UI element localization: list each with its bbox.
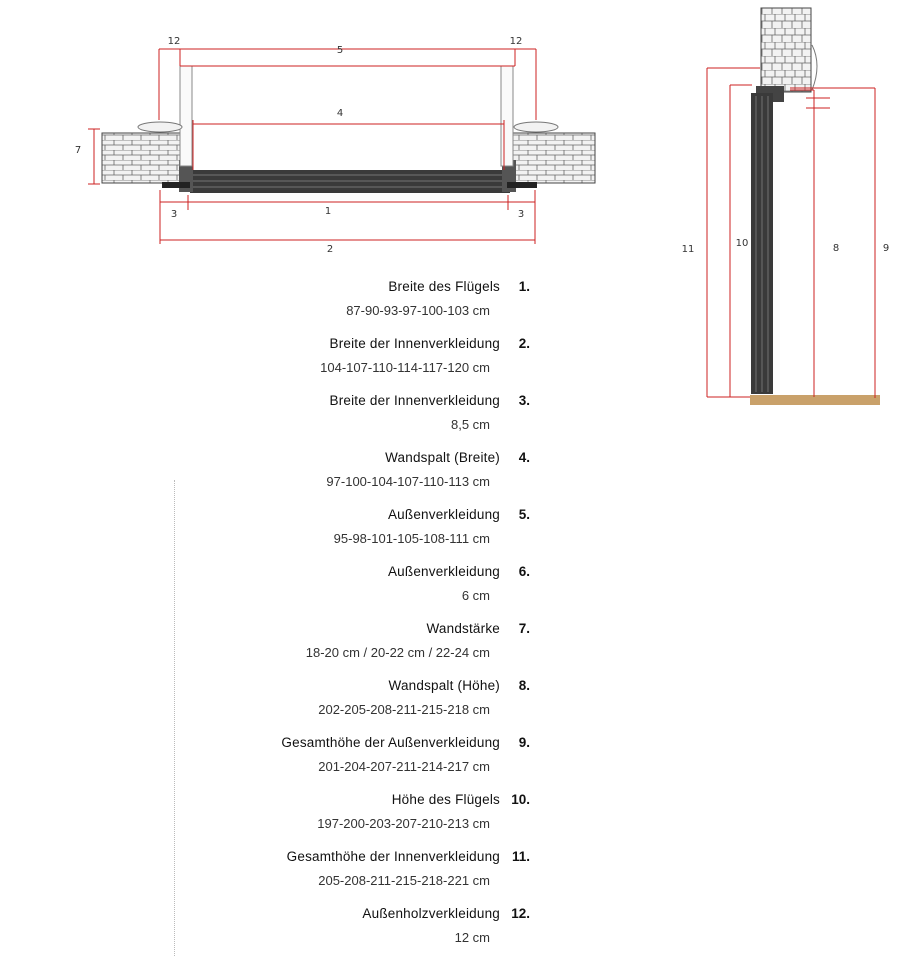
right-outer-trim xyxy=(501,66,513,166)
spec-title: Höhe des Flügels xyxy=(391,791,500,807)
spec-value: 97-100-104-107-110-113 cm xyxy=(326,474,490,489)
dim-label-3-right: 3 xyxy=(517,209,525,220)
spec-value: 8,5 cm xyxy=(450,417,490,432)
spec-heading xyxy=(392,787,530,811)
spec-item xyxy=(200,787,530,844)
spec-item xyxy=(200,559,530,616)
dim-label-8: 8 xyxy=(832,243,840,254)
spec-number: 10. xyxy=(511,791,530,807)
margin-guide xyxy=(174,480,176,956)
spec-value: 6 cm xyxy=(461,588,490,603)
spec-title: Breite der Innenverkleidung xyxy=(329,335,500,351)
spec-title: Außenverkleidung xyxy=(387,563,500,579)
spec-heading xyxy=(329,388,530,412)
spec-value: 197-200-203-207-210-213 cm xyxy=(317,816,490,831)
spec-number: 1. xyxy=(518,278,530,294)
spec-heading xyxy=(426,616,530,640)
spec-item xyxy=(200,673,530,730)
spec-value: 95-98-101-105-108-111 cm xyxy=(333,531,490,546)
spec-title: Gesamthöhe der Innenverkleidung xyxy=(286,848,500,864)
spec-number: 7. xyxy=(518,620,530,636)
spec-value: 87-90-93-97-100-103 cm xyxy=(346,303,490,318)
floor xyxy=(750,395,880,405)
spec-heading xyxy=(287,844,530,868)
spec-title: Außenholzverkleidung xyxy=(362,905,500,921)
plan-view xyxy=(75,36,595,255)
spec-number: 8. xyxy=(518,677,530,693)
spec-number: 6. xyxy=(518,563,530,579)
dim-label-12-right: 12 xyxy=(509,36,523,47)
section-wall xyxy=(761,8,811,92)
dim-label-5: 5 xyxy=(336,45,344,56)
spec-item xyxy=(200,445,530,502)
spec-number: 4. xyxy=(518,449,530,465)
spec-number: 12. xyxy=(511,905,530,921)
spec-item xyxy=(200,901,530,958)
spec-value: 205-208-211-215-218-221 cm xyxy=(318,873,490,888)
door-leaf xyxy=(190,170,510,193)
spec-item xyxy=(200,616,530,673)
dim-label-1: 1 xyxy=(324,206,332,217)
spec-item xyxy=(200,730,530,787)
spec-list xyxy=(200,274,530,958)
spec-title: Wandstärke xyxy=(426,620,500,636)
spec-number: 3. xyxy=(518,392,530,408)
spec-title: Wandspalt (Breite) xyxy=(385,449,500,465)
spec-heading xyxy=(385,445,530,469)
dim-label-2: 2 xyxy=(326,244,334,255)
dim-label-3-left: 3 xyxy=(170,209,178,220)
spec-title: Wandspalt (Höhe) xyxy=(388,677,500,693)
spec-item xyxy=(200,844,530,901)
spec-number: 11. xyxy=(511,848,530,864)
spec-heading xyxy=(362,901,530,925)
spec-heading xyxy=(388,502,530,526)
spec-value: 201-204-207-211-214-217 cm xyxy=(318,759,490,774)
spec-title: Breite der Innenverkleidung xyxy=(329,392,500,408)
spec-heading xyxy=(389,673,531,697)
spec-heading xyxy=(281,730,530,754)
dim-label-4: 4 xyxy=(336,108,344,119)
dim-label-12-left: 12 xyxy=(167,36,181,47)
spec-value: 18-20 cm / 20-22 cm / 22-24 cm xyxy=(305,645,490,660)
spec-item xyxy=(200,502,530,559)
dim-label-10: 10 xyxy=(735,238,749,249)
spec-title: Gesamthöhe der Außenverkleidung xyxy=(281,734,500,750)
spec-value: 202-205-208-211-215-218 cm xyxy=(318,702,490,717)
spec-item xyxy=(200,274,530,331)
section-view xyxy=(682,8,890,405)
spec-heading xyxy=(388,559,530,583)
spec-number: 9. xyxy=(518,734,530,750)
right-wall xyxy=(513,133,595,183)
spec-title: Außenverkleidung xyxy=(387,506,500,522)
spec-value: 104-107-110-114-117-120 cm xyxy=(320,360,490,375)
spec-item xyxy=(200,388,530,445)
left-wall xyxy=(102,133,186,183)
left-outer-trim xyxy=(180,66,192,166)
spec-item xyxy=(200,331,530,388)
spec-number: 5. xyxy=(518,506,530,522)
spec-number: 2. xyxy=(518,335,530,351)
dim-label-7: 7 xyxy=(74,145,82,156)
dim-label-11: 11 xyxy=(681,244,695,255)
spec-value: 12 cm xyxy=(454,930,490,945)
spec-heading xyxy=(329,331,530,355)
dim-label-9: 9 xyxy=(882,243,890,254)
spec-title: Breite des Flügels xyxy=(388,278,500,294)
spec-heading xyxy=(388,274,530,298)
